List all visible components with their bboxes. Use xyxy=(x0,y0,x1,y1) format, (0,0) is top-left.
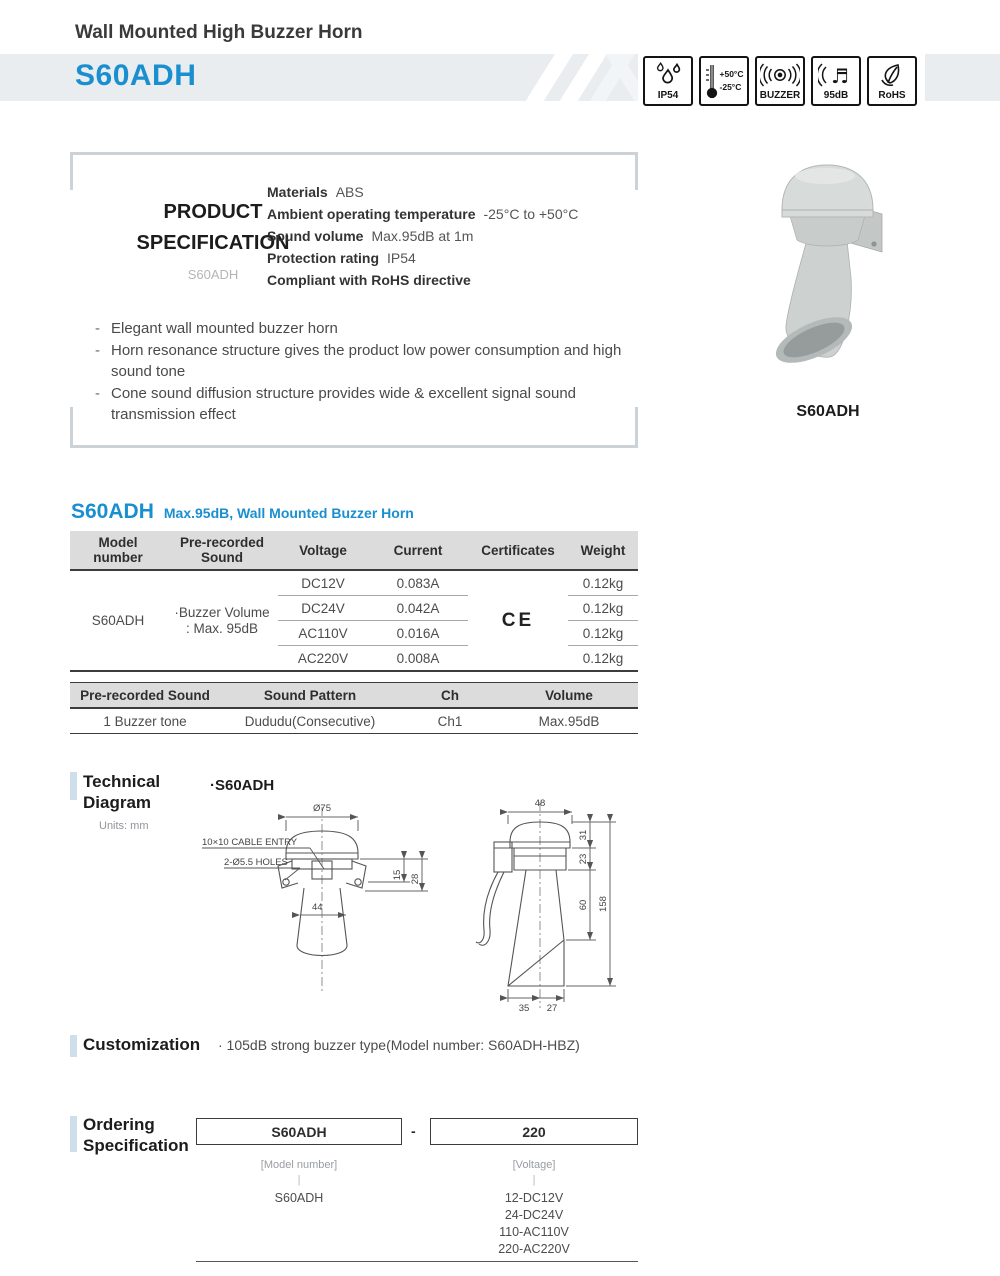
feature-item xyxy=(95,318,629,340)
bottom-rule xyxy=(196,1261,638,1262)
product-spec-model: S60ADH xyxy=(187,267,239,282)
product-spec-heading-line1: PRODUCT xyxy=(163,201,263,223)
feature-text: Cone sound diffusion structure provides wide & excellent signal sound transmission effect xyxy=(111,384,576,423)
sound-table-row xyxy=(70,708,638,734)
ce-mark: CE xyxy=(501,609,535,631)
ordering-heading-line2: Specification xyxy=(83,1136,189,1156)
dim-44: 44 xyxy=(312,902,323,913)
col-certificates: Certificates xyxy=(468,531,568,570)
frame-gap-right xyxy=(635,190,638,407)
badge-label: BUZZER xyxy=(759,90,801,101)
cell-weight: 0.12kg xyxy=(568,621,638,646)
spec-item xyxy=(267,203,578,225)
technical-heading xyxy=(83,771,160,814)
spec-label: Compliant with RoHS directive xyxy=(267,272,471,288)
side-view-drawing xyxy=(468,790,658,1015)
ordering-heading xyxy=(83,1114,189,1157)
cell-current: 0.083A xyxy=(368,570,468,596)
cell-sound xyxy=(166,570,278,671)
spec-item xyxy=(267,181,578,203)
feature-item xyxy=(95,383,629,426)
ordering-voltage-options xyxy=(430,1190,638,1258)
spec-value: ABS xyxy=(335,184,364,200)
voltage-option: 24-DC24V xyxy=(504,1208,564,1222)
col-pre-recorded-sound: Pre-recorded Sound xyxy=(70,683,220,709)
temp-max: +50°C xyxy=(719,69,744,80)
badge-label: IP54 xyxy=(657,90,679,101)
spec-list xyxy=(267,181,578,291)
customization-accent-bar xyxy=(70,1035,77,1057)
cell-sound: 1 Buzzer tone xyxy=(70,708,220,734)
cell-voltage: DC12V xyxy=(278,570,368,596)
feature-text: Horn resonance structure gives the product low power consumption and high sound tone xyxy=(111,341,622,380)
front-view-drawing xyxy=(200,795,450,1000)
leaf-icon xyxy=(869,58,915,91)
bullet-dash: - xyxy=(95,384,100,402)
dim-23: 23 xyxy=(578,853,589,865)
bullet-dash: - xyxy=(95,320,100,337)
dim-15: 15 xyxy=(392,869,403,881)
customization-text: · 105dB strong buzzer type(Model number: S60ADH-HBZ) xyxy=(218,1037,580,1053)
diagram-model-label: ·S60ADH xyxy=(210,777,275,794)
cell-ch: Ch1 xyxy=(400,708,500,734)
cell-sound-line1: ·Buzzer Volume xyxy=(174,604,270,620)
spec-value: -25°C to +50°C xyxy=(483,206,579,222)
units-label: Units: mm xyxy=(99,820,149,832)
col-model-number: Model number xyxy=(70,531,166,570)
table-section-title: S60ADH xyxy=(71,500,154,523)
product-photo xyxy=(752,158,904,405)
customization-heading: Customization xyxy=(83,1035,201,1054)
feature-item xyxy=(95,340,629,383)
badge-temperature xyxy=(699,56,749,106)
label-holes: 2-Ø5.5 HOLES xyxy=(224,857,288,868)
dim-48: 48 xyxy=(534,798,546,809)
cell-model: S60ADH xyxy=(91,613,145,628)
technical-accent-bar xyxy=(70,772,77,800)
spec-item xyxy=(267,269,578,291)
svg-text:♬: ♬ xyxy=(831,63,849,88)
dim-27: 27 xyxy=(546,1003,558,1014)
feature-list xyxy=(95,318,629,426)
cell-current: 0.008A xyxy=(396,650,440,666)
bullet-dash: - xyxy=(95,341,100,359)
cell-weight: 0.12kg xyxy=(568,596,638,621)
cell-voltage: AC220V xyxy=(297,650,349,666)
ordering-model-label: [Model number] xyxy=(260,1159,338,1171)
col-voltage: Voltage xyxy=(278,531,368,570)
cell-voltage: DC24V xyxy=(278,596,368,621)
dim-28: 28 xyxy=(410,873,421,885)
badge-rohs xyxy=(867,56,917,106)
technical-heading-line2: Diagram xyxy=(83,793,152,813)
badge-buzzer xyxy=(755,56,805,106)
thermometer-icon xyxy=(701,58,747,104)
col-current: Current xyxy=(368,531,468,570)
col-volume: Volume xyxy=(500,683,638,709)
spec-table-header-row xyxy=(70,531,638,570)
cell-pattern: Dududu(Consecutive) xyxy=(220,708,400,734)
ordering-voltage-label: [Voltage] xyxy=(512,1159,556,1171)
technical-heading-line1: Technical xyxy=(83,772,161,791)
ordering-model-group xyxy=(196,1158,402,1207)
music-note-icon xyxy=(813,58,859,91)
dim-158: 158 xyxy=(598,896,609,912)
spec-value: Max.95dB at 1m xyxy=(371,228,474,244)
spec-label: Sound volume xyxy=(267,228,364,244)
voltage-option: 12-DC12V xyxy=(504,1191,564,1205)
product-photo-caption: S60ADH xyxy=(796,403,860,420)
spec-value: IP54 xyxy=(387,250,416,266)
badge-ip54 xyxy=(643,56,693,106)
product-spec-heading-line2: SPECIFICATION xyxy=(136,232,290,254)
cell-voltage: AC110V xyxy=(278,621,368,646)
cell-current: 0.042A xyxy=(368,596,468,621)
cell-volume: Max.95dB xyxy=(500,708,638,734)
pipe: | xyxy=(532,1174,536,1186)
page-title: Wall Mounted High Buzzer Horn xyxy=(75,22,363,43)
spec-item xyxy=(267,225,578,247)
spec-label: Ambient operating temperature xyxy=(267,206,476,222)
badge-95db xyxy=(811,56,861,106)
ordering-heading-line1: Ordering xyxy=(83,1115,155,1134)
voltage-option: 220-AC220V xyxy=(498,1242,570,1256)
ordering-accent-bar xyxy=(70,1116,77,1152)
spec-label: Materials xyxy=(267,184,328,200)
buzzer-icon xyxy=(757,58,803,91)
water-drops-icon xyxy=(645,58,691,91)
spec-table-row xyxy=(70,570,638,596)
ordering-separator: - xyxy=(411,1123,416,1139)
cell-current: 0.016A xyxy=(368,621,468,646)
dim-35: 35 xyxy=(518,1003,530,1014)
cell-weight: 0.12kg xyxy=(568,570,638,596)
frame-gap-left xyxy=(70,190,73,407)
sound-table xyxy=(70,682,638,734)
spec-table xyxy=(70,531,638,672)
ordering-voltage-box: 220 xyxy=(430,1118,638,1145)
dim-60: 60 xyxy=(578,899,589,911)
col-sound-pattern: Sound Pattern xyxy=(220,683,400,709)
badge-label: RoHS xyxy=(878,90,906,101)
spec-item xyxy=(267,247,578,269)
col-pre-recorded-sound: Pre-recorded Sound xyxy=(166,531,278,570)
certification-badges xyxy=(643,56,917,106)
badge-label: 95dB xyxy=(823,90,849,101)
dim-31: 31 xyxy=(578,829,589,841)
pipe: | xyxy=(297,1174,301,1186)
col-ch: Ch xyxy=(400,683,500,709)
model-title: S60ADH xyxy=(75,59,197,92)
temp-min: -25°C xyxy=(719,82,742,92)
table-section-heading xyxy=(71,500,414,524)
voltage-option: 110-AC110V xyxy=(499,1225,569,1239)
spec-label: Protection rating xyxy=(267,250,380,266)
label-cable-entry: 10×10 CABLE ENTRY xyxy=(202,837,298,848)
product-spec-frame xyxy=(70,152,638,448)
cell-sound-line2: : Max. 95dB xyxy=(185,620,259,636)
ordering-model-box: S60ADH xyxy=(196,1118,402,1145)
col-weight: Weight xyxy=(568,531,638,570)
dim-dia75: Ø75 xyxy=(313,803,331,814)
table-section-subtitle: Max.95dB, Wall Mounted Buzzer Horn xyxy=(163,505,414,521)
ordering-voltage-group xyxy=(430,1158,638,1258)
sound-table-header-row xyxy=(70,683,638,709)
cell-weight: 0.12kg xyxy=(582,650,624,666)
ordering-model-value: S60ADH xyxy=(274,1191,324,1205)
feature-text: Elegant wall mounted buzzer horn xyxy=(111,320,338,337)
